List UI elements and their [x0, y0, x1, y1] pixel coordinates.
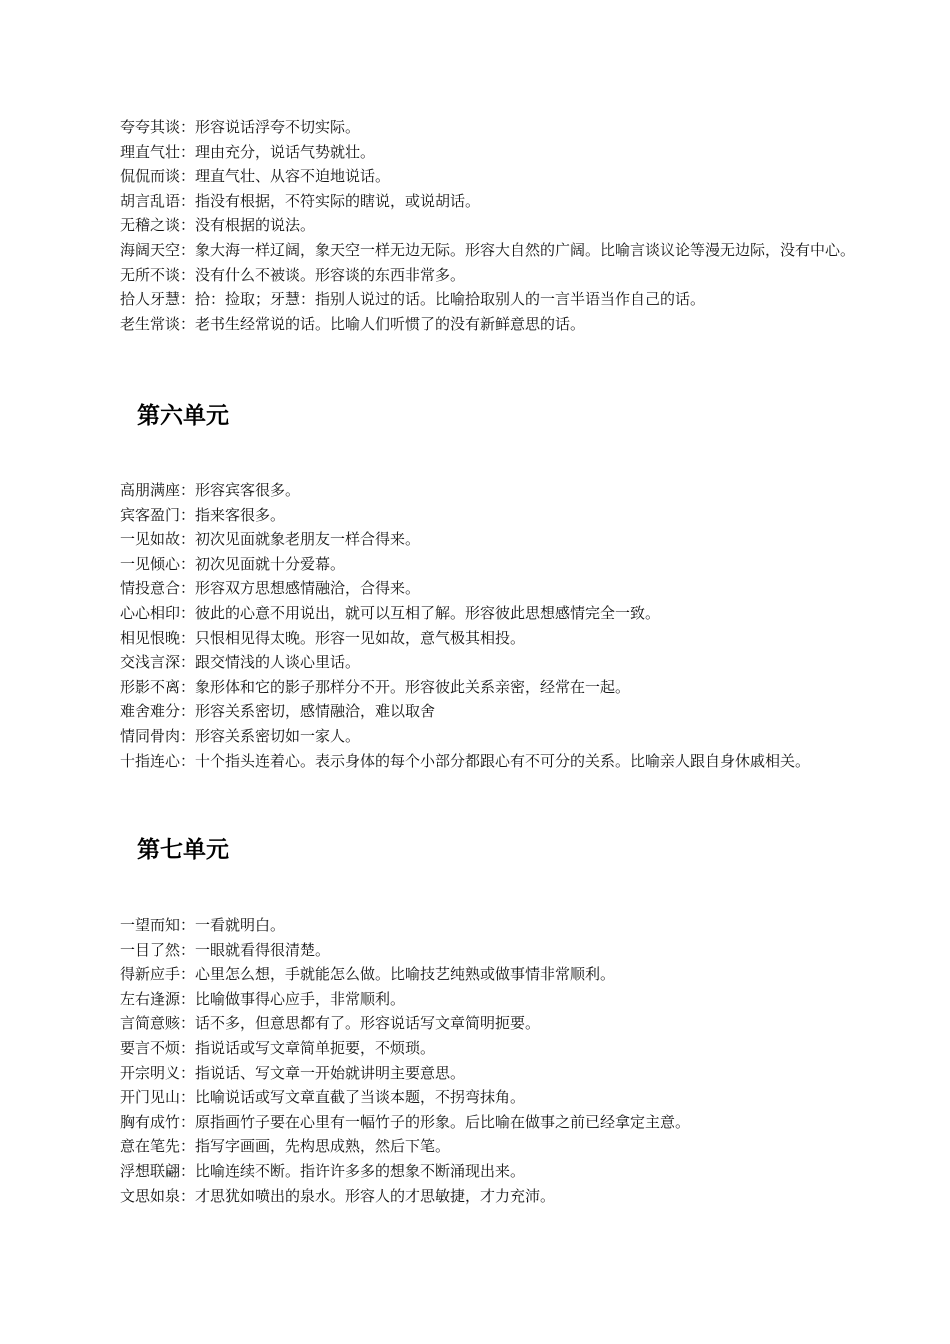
- idiom-entry: 情投意合：形容双方思想感情融洽，合得来。: [120, 579, 421, 598]
- idiom-entry: 开门见山：比喻说话或写文章直截了当谈本题，不拐弯抹角。: [120, 1088, 526, 1107]
- idiom-entry: 无所不谈：没有什么不被谈。形容谈的东西非常多。: [120, 265, 466, 284]
- idiom-entry: 一望而知：一看就明白。: [120, 916, 286, 934]
- idiom-entry: 宾客盈门：指来客很多。: [120, 505, 286, 524]
- unit6-heading: 第六单元: [137, 403, 229, 429]
- idiom-entry: 高朋满座：形容宾客很多。: [120, 481, 301, 499]
- idiom-entry: 难舍难分：形容关系密切，感情融洽，难以取舍: [120, 702, 436, 721]
- idiom-entry: 文思如泉：才思犹如喷出的泉水。形容人的才思敏捷，才力充沛。: [120, 1186, 556, 1205]
- idiom-entry: 侃侃而谈：理直气壮、从容不迫地说话。: [120, 167, 391, 186]
- idiom-entry: 左右逢源：比喻做事得心应手，非常顺利。: [120, 989, 406, 1008]
- unit6-idiom-list: [86, 478, 866, 773]
- idiom-entry: 一见如故：初次见面就象老朋友一样合得来。: [120, 530, 421, 549]
- idiom-entry: 形影不离：象形体和它的影子那样分不开。形容彼此关系亲密，经常在一起。: [120, 677, 631, 696]
- idiom-entry: 夸夸其谈：形容说话浮夸不切实际。: [120, 118, 361, 136]
- idiom-entry: 意在笔先：指写字画画，先构思成熟，然后下笔。: [120, 1137, 451, 1156]
- idiom-entry: 老生常谈：老书生经常说的话。比喻人们听惯了的没有新鲜意思的话。: [120, 314, 586, 333]
- idiom-entry: 浮想联翩：比喻连续不断。指许许多多的想象不断涌现出来。: [120, 1161, 526, 1180]
- idiom-entry: 情同骨肉：形容关系密切如一家人。: [120, 726, 361, 745]
- unit5-idiom-list: [86, 115, 866, 336]
- idiom-entry: 十指连心：十个指头连着心。表示身体的每个小部分都跟心有不可分的关系。比喻亲人跟自身休戚相关。: [120, 751, 811, 770]
- unit7-idiom-list: [86, 913, 866, 1208]
- idiom-entry: 理直气壮：理由充分，说话气势就壮。: [120, 142, 376, 161]
- idiom-entry: 无稽之谈：没有根据的说法。: [120, 216, 316, 235]
- idiom-entry: 开宗明义：指说话、写文章一开始就讲明主要意思。: [120, 1063, 466, 1082]
- idiom-entry: 一见倾心：初次见面就十分爱幕。: [120, 554, 346, 573]
- idiom-entry: 一目了然：一眼就看得很清楚。: [120, 940, 331, 959]
- idiom-entry: 胡言乱语：指没有根据，不符实际的瞎说，或说胡话。: [120, 191, 481, 210]
- idiom-entry: 言简意赅：话不多，但意思都有了。形容说话写文章简明扼要。: [120, 1014, 541, 1033]
- idiom-entry: 心心相印：彼此的心意不用说出，就可以互相了解。形容彼此思想感情完全一致。: [120, 603, 661, 622]
- idiom-entry: 要言不烦：指说话或写文章简单扼要，不烦琐。: [120, 1038, 436, 1057]
- idiom-entry: 交浅言深：跟交情浅的人谈心里话。: [120, 653, 361, 672]
- idiom-entry: 海阔天空：象大海一样辽阔，象天空一样无边无际。形容大自然的广阔。比喻言谈议论等漫无边际，没有中心。: [120, 240, 856, 259]
- idiom-entry: 拾人牙慧：拾：捡取；牙慧：指别人说过的话。比喻拾取别人的一言半语当作自己的话。: [120, 290, 706, 309]
- idiom-entry: 得新应手：心里怎么想，手就能怎么做。比喻技艺纯熟或做事情非常顺利。: [120, 965, 616, 984]
- idiom-entry: 胸有成竹：原指画竹子要在心里有一幅竹子的形象。后比喻在做事之前已经拿定主意。: [120, 1112, 691, 1131]
- idiom-entry: 相见恨晚：只恨相见得太晚。形容一见如故，意气极其相投。: [120, 628, 526, 647]
- unit7-heading: 第七单元: [137, 837, 229, 863]
